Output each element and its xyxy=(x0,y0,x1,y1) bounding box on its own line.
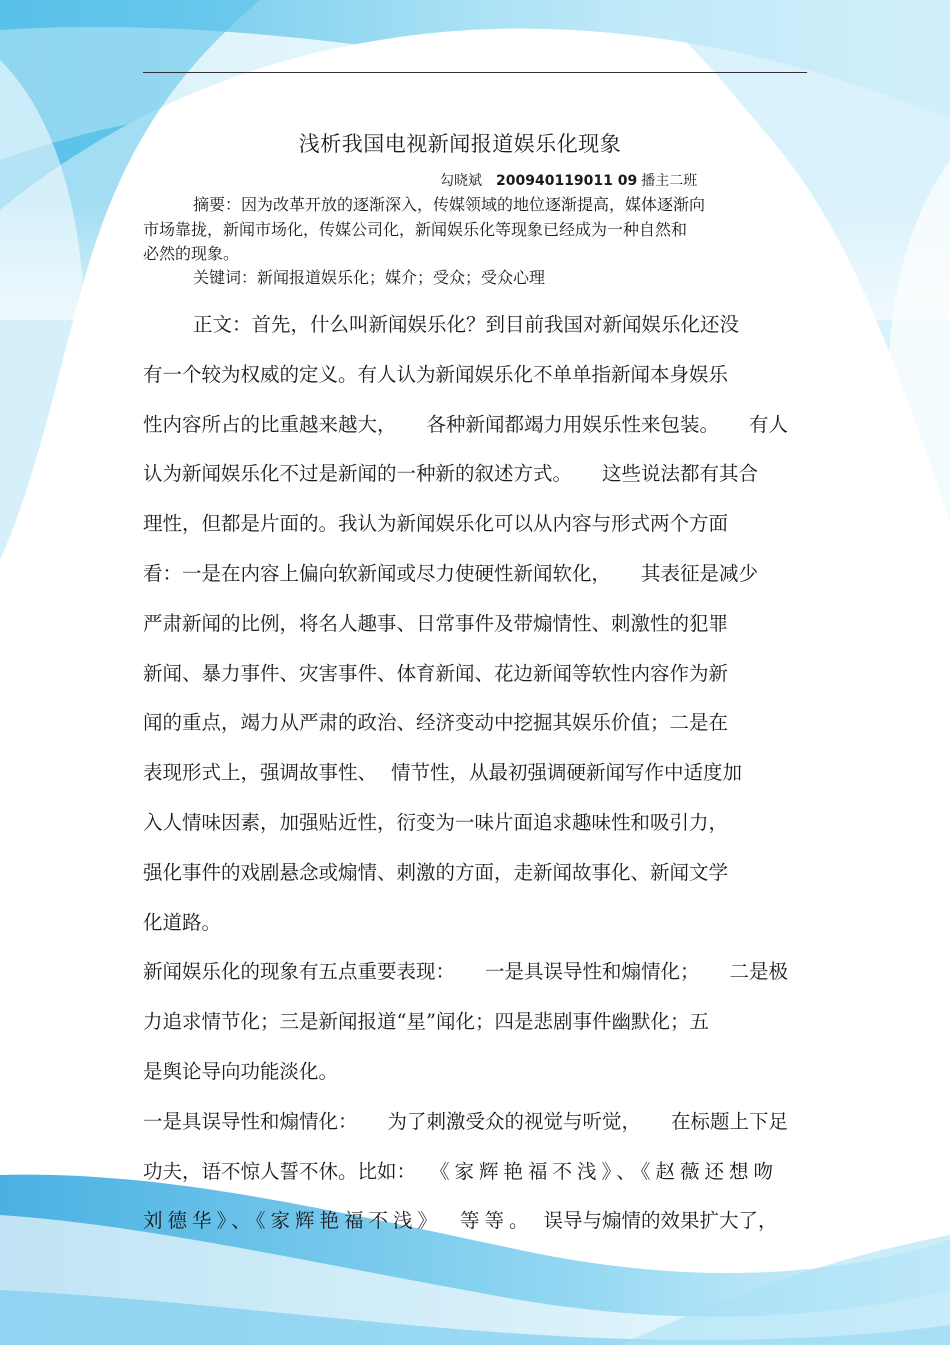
body-fragment: 这些说法都有其合 xyxy=(602,462,759,486)
body-fragment: 功夫，语不惊人誓不休。比如： xyxy=(143,1159,417,1183)
body-fragment: 《家辉艳福不浅》、《赵薇还想吻 xyxy=(430,1159,779,1183)
body-line xyxy=(143,1196,811,1246)
document-title: 浅析我国电视新闻报道娱乐化现象 xyxy=(298,132,622,156)
body-fragment: 为了刺激受众的视觉与听觉， xyxy=(387,1109,642,1133)
body-line xyxy=(143,449,811,499)
body-line: 化道路。 xyxy=(143,910,222,934)
body-line: 强化事件的戏剧悬念或煽情、刺激的方面，走新闻故事化、新闻文学 xyxy=(143,860,729,884)
body-fragment: 性内容所占的比重越来越大， xyxy=(143,412,397,436)
author-line xyxy=(440,170,697,190)
abstract-line: 市场靠拢，新闻市场化，传媒公司化，新闻娱乐化等现象已经成为一种自然和 xyxy=(143,219,688,239)
body-line xyxy=(143,549,811,599)
author-name: 勾晓斌 xyxy=(440,173,482,189)
body-line: 新闻、暴力事件、灾害事件、体育新闻、花边新闻等软性内容作为新 xyxy=(143,661,729,685)
author-class: 播主二班 xyxy=(641,173,698,189)
body-fragment: 情节性，从最初强调硬新闻写作中适度加 xyxy=(391,761,743,785)
body-line xyxy=(143,1147,811,1197)
body-line: 严肃新闻的比例，将名人趣事、日常事件及带煽情性、刺激性的犯罪 xyxy=(143,611,729,635)
body-line: 有一个较为权威的定义。有人认为新闻娱乐化不单单指新闻本身娱乐 xyxy=(143,362,729,386)
body-fragment: 二是极 xyxy=(729,960,789,984)
body-fragment: 有人 xyxy=(749,412,789,436)
body-line: 力追求情节化；三是新闻报道“星”闻化；四是悲剧事件幽默化；五 xyxy=(143,1010,709,1034)
body-fragment: 表现形式上，强调故事性、 xyxy=(143,761,378,785)
body-line: 闻的重点，竭力从严肃的政治、经济变动中挖掘其娱乐价值；二是在 xyxy=(143,711,729,735)
body-line xyxy=(143,748,811,798)
body-line xyxy=(143,1097,811,1147)
body-fragment: 看：一是在内容上偏向软新闻或尽力使硬性新闻软化， xyxy=(143,561,612,585)
body-fragment: 一是具误导性和煽情化： xyxy=(143,1109,358,1133)
body-fragment: 等等。 xyxy=(460,1209,534,1233)
body-text xyxy=(143,300,811,1246)
body-fragment: 在标题上下足 xyxy=(671,1109,789,1133)
body-fragment: 各种新闻都竭力用娱乐性来包装。 xyxy=(426,412,720,436)
body-fragment: 刘德华》、《家辉艳福不浅》 xyxy=(143,1209,443,1233)
body-line: 入人情味因素，加强贴近性，衍变为一味片面追求趣味性和吸引力， xyxy=(143,810,729,834)
body-fragment: 一是具误导性和煽情化； xyxy=(485,960,700,984)
header-rule xyxy=(143,72,807,73)
body-fragment: 新闻娱乐化的现象有五点重要表现： xyxy=(143,960,456,984)
body-line: 正文：首先，什么叫新闻娱乐化？到目前我国对新闻娱乐化还没 xyxy=(193,313,740,336)
body-line: 是舆论导向功能淡化。 xyxy=(143,1059,339,1083)
body-fragment: 误导与煽情的效果扩大了， xyxy=(543,1209,778,1233)
abstract-line: 摘要：因为改革开放的逐渐深入，传媒领域的地位逐渐提高，媒体逐渐向 xyxy=(193,195,706,214)
abstract xyxy=(143,193,783,267)
body-line: 理性，但都是片面的。我认为新闻娱乐化可以从内容与形式两个方面 xyxy=(143,512,729,536)
body-line xyxy=(143,947,811,997)
student-id: 200940119011 09 xyxy=(496,173,638,189)
body-fragment: 认为新闻娱乐化不过是新闻的一种新的叙述方式。 xyxy=(143,462,573,486)
body-fragment: 其表征是减少 xyxy=(641,561,759,585)
abstract-line: 必然的现象。 xyxy=(143,244,240,263)
body-line xyxy=(143,400,811,450)
keywords: 关键词：新闻报道娱乐化；媒介；受众；受众心理 xyxy=(193,268,546,287)
